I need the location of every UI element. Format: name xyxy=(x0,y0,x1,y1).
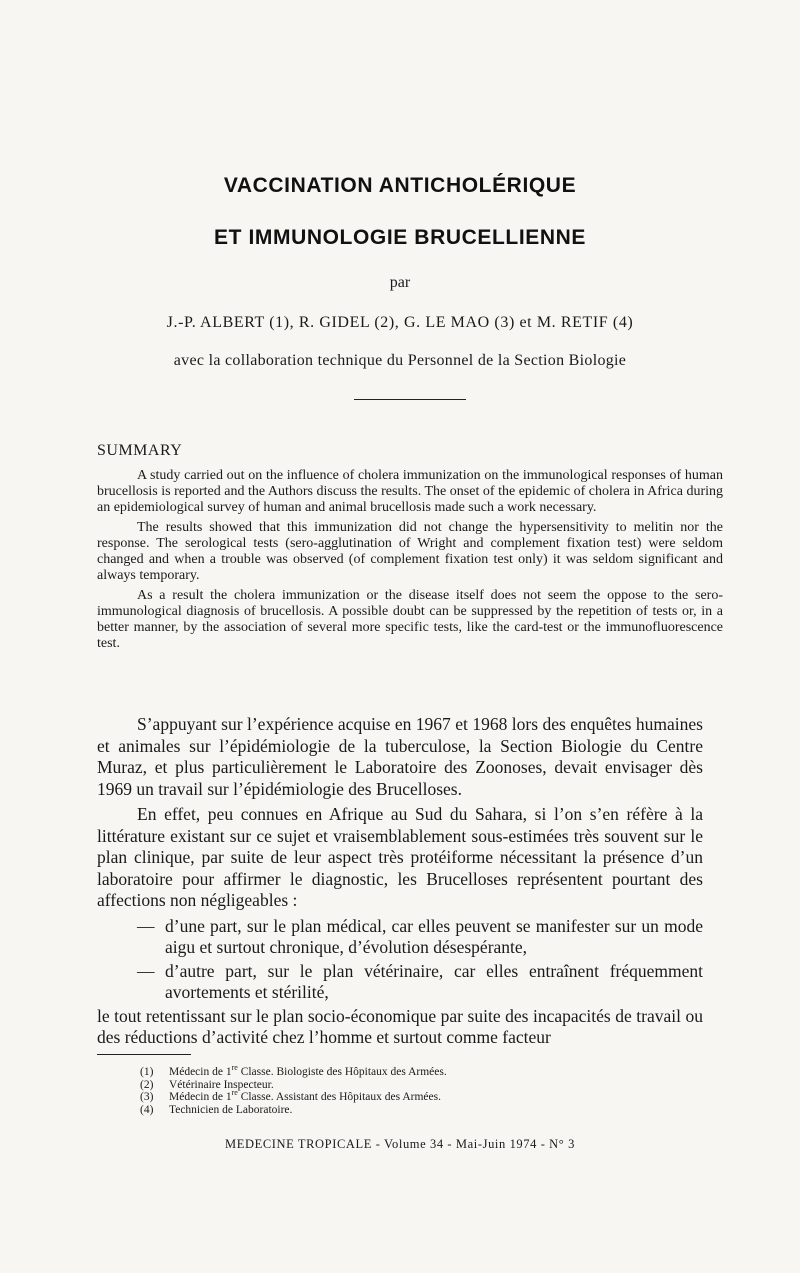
title-divider xyxy=(354,399,466,400)
byline-par: par xyxy=(389,274,411,291)
dash-list xyxy=(97,916,703,1004)
collaboration-line: avec la collaboration technique du Personnel de la Section Biologie xyxy=(173,352,627,369)
footnote xyxy=(140,1079,700,1092)
footnote-number: (4) xyxy=(140,1103,154,1116)
footnote-number: (1) xyxy=(140,1066,154,1078)
footnote-text: Technicien de Laboratoire. xyxy=(169,1103,293,1116)
body-paragraph: le tout retentissant sur le plan socio-économique par suite des incapacités de travail ou des réductions d’activité chez l’homme et surtout comme facteur xyxy=(97,1005,703,1047)
body-paragraph: S’appuyant sur l’expérience acquise en 1967 et 1968 lors des enquêtes humaines et animales sur l’épidémiologie de la tuberculose, la Section Biologie du Centre Muraz, et plus particulièrement le Laboratoire des Zoonoses, devait envisager dès 1969 un travail sur l’épidémiologie des Brucelloses. xyxy=(97,714,703,799)
footnote-superscript: re xyxy=(231,1063,238,1073)
list-item xyxy=(97,916,703,959)
footnote xyxy=(140,1063,700,1079)
footnote-text: Classe. Biologiste des Hôpitaux des Armées. xyxy=(237,1066,447,1078)
dash-marker: — xyxy=(137,915,155,936)
body-paragraph: En effet, peu connues en Afrique au Sud du Sahara, si l’on s’en réfère à la littérature existant sur ce sujet et vraisemblablement sous-estimées très souvent sur le plan clinique, par suite de leur aspect très protéiforme nécessitant la présence d’un laboratoire pour affirmer le diagnostic, les Brucelloses représentent pourtant des affections non négligeables : xyxy=(97,804,703,910)
footnote-text: Médecin de 1 xyxy=(169,1066,232,1078)
list-item xyxy=(97,961,703,1004)
footnote xyxy=(140,1088,700,1104)
article-title-line-2: ET IMMUNOLOGIE BRUCELLIENNE xyxy=(213,226,587,249)
footnote-superscript: re xyxy=(231,1088,238,1098)
journal-footer: MEDECINE TROPICALE - Volume 34 - Mai-Juin 1974 - N° 3 xyxy=(225,1137,575,1151)
footnote-text: Vétérinaire Inspecteur. xyxy=(169,1078,274,1091)
dash-marker: — xyxy=(137,960,155,981)
summary-paragraph: A study carried out on the influence of cholera immunization on the immunological responses of human brucellosis is reported and the Authors discuss the results. The onset of the epidemic of cholera in Africa during an epidemiological survey of human and animal brucellosis made such a work necessary. xyxy=(97,468,723,515)
body-text xyxy=(97,714,703,1053)
list-item-text: d’une part, sur le plan médical, car elles peuvent se manifester sur un mode aigu et surtout chronique, d’évolution désespérante, xyxy=(165,915,703,957)
footnotes xyxy=(140,1063,700,1116)
footnote-text: Classe. Assistant des Hôpitaux des Armées. xyxy=(237,1091,441,1103)
authors-line: J.-P. ALBERT (1), R. GIDEL (2), G. LE MAO (3) et M. RETIF (4) xyxy=(166,314,634,331)
summary-block xyxy=(97,468,723,656)
footnote xyxy=(140,1104,700,1117)
list-item-text: d’autre part, sur le plan vétérinaire, car elles entraînent fréquemment avortements et stérilité, xyxy=(165,960,703,1002)
footnote-text: Médecin de 1 xyxy=(169,1091,232,1103)
footnote-divider xyxy=(97,1054,191,1055)
summary-paragraph: The results showed that this immunization did not change the hypersensitivity to melitin nor the response. The serological tests (sero-agglutination of Wright and complement fixation test) were seldom changed and when a trouble was observed (of complement fixation test only) it was seldom significant and always temporary. xyxy=(97,520,723,583)
summary-heading: SUMMARY xyxy=(97,442,183,459)
footnote-number: (3) xyxy=(140,1091,154,1103)
footnote-number: (2) xyxy=(140,1078,154,1091)
article-title-line-1: VACCINATION ANTICHOLÉRIQUE xyxy=(223,174,577,197)
summary-paragraph: As a result the cholera immunization or the disease itself does not seem the oppose to the sero-immunological diagnosis of brucellosis. A possible doubt can be suppressed by the repetition of tests or, in a better manner, by the association of several more specific tests, like the card-test or the immunofluorescence test. xyxy=(97,588,723,651)
